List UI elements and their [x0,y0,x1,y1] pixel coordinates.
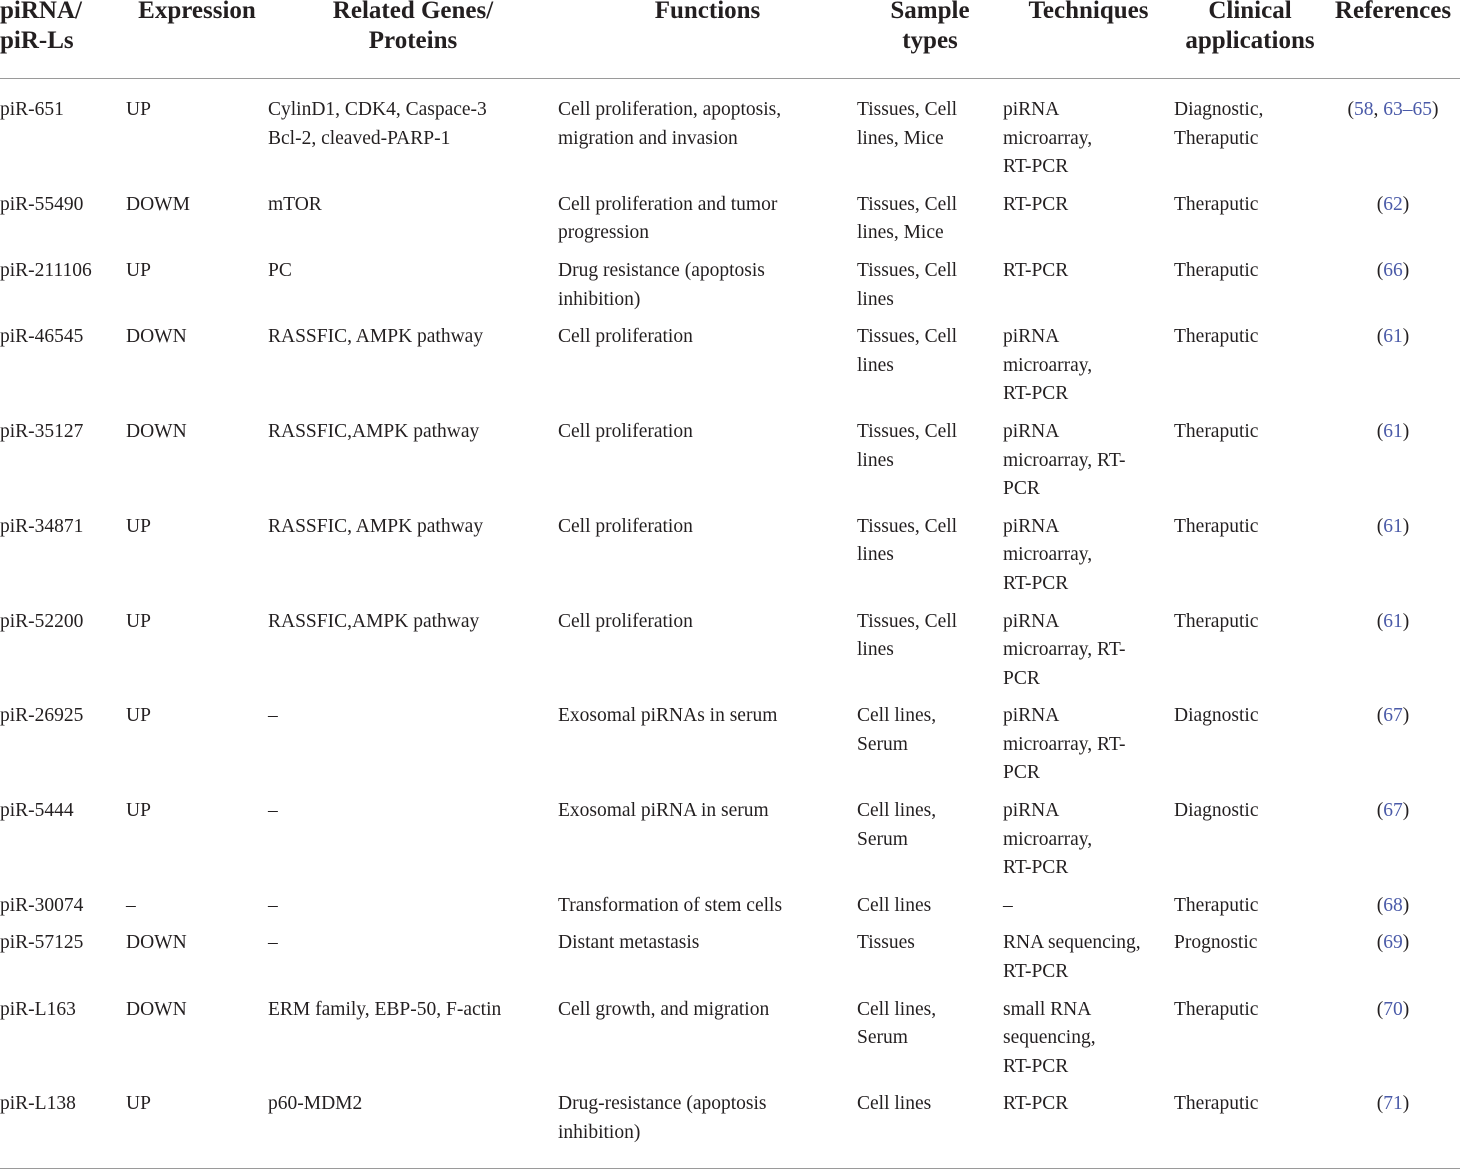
cell-line: Theraputic [1174,193,1259,215]
table-row [0,702,1460,797]
cell-line: Cell proliferation [558,420,693,442]
table-row [0,608,1460,703]
cell-references: (61) [1376,515,1410,537]
cell-line: small RNA [1003,998,1092,1020]
cell-line: Cell lines, [857,998,937,1020]
cell-techniques [1003,892,1174,930]
cell-samples [857,996,1003,1091]
column-header-line: Sample [890,0,970,24]
cell-pirna: piR-L138 [0,1093,76,1115]
cell-genes [268,323,558,418]
cell-line: RT-PCR [1003,383,1069,405]
cell-line: – [268,705,278,727]
column-header-line: Clinical [1208,0,1292,24]
cell-references: (61) [1376,610,1410,632]
cell-pirna: piR-26925 [0,705,84,727]
cell-line: Cell proliferation [558,610,693,632]
cell-line: RT-PCR [1003,259,1069,281]
cell-samples [857,323,1003,418]
cell-clinical [1174,418,1326,513]
cell-samples [857,257,1003,323]
reference-link[interactable]: 68 [1383,894,1403,916]
cell-techniques [1003,323,1174,418]
table-row [0,892,1460,930]
cell-techniques [1003,418,1174,513]
cell-line: Exosomal piRNAs in serum [558,705,778,727]
cell-clinical [1174,513,1326,608]
column-header-line: Functions [654,0,761,24]
cell-line: microarray, RT- [1003,449,1126,471]
cell-clinical [1174,608,1326,703]
reference-link[interactable]: 61 [1383,515,1403,537]
cell-line: – [268,932,278,954]
column-header-genes [268,0,558,75]
reference-link[interactable]: 58 [1354,99,1374,120]
cell-functions [558,79,857,191]
cell-pirna: piR-35127 [0,420,84,442]
cell-line: Cell proliferation [558,515,693,537]
table-row [0,513,1460,608]
cell-references: (68) [1376,894,1410,916]
cell-functions [558,323,857,418]
cell-line: Theraputic [1174,610,1259,632]
cell-line: piRNA [1003,800,1060,822]
cell-pirna: piR-5444 [0,800,74,822]
cell-line: Serum [857,828,908,850]
cell-clinical [1174,191,1326,257]
cell-expression: UP [126,259,151,281]
cell-line: lines [857,449,894,471]
cell-line: RT-PCR [1003,1055,1069,1077]
reference-separator: , [1373,99,1384,120]
cell-expression: UP [126,1093,151,1115]
cell-line: Diagnostic [1174,705,1259,727]
cell-line: microarray, [1003,354,1093,376]
column-header-line: Proteins [368,27,458,54]
cell-line: RT-PCR [1003,193,1069,215]
cell-clinical [1174,892,1326,930]
cell-line: microarray, [1003,127,1093,149]
column-header-line: Related Genes/ [332,0,494,24]
cell-samples [857,702,1003,797]
cell-references: (61) [1376,326,1410,348]
cell-line: Tissues, Cell [857,610,958,632]
cell-line: – [1003,894,1013,916]
cell-line: microarray, RT- [1003,639,1126,661]
table-row [0,996,1460,1091]
column-header-line: References [1334,0,1452,24]
cell-samples [857,929,1003,995]
cell-pirna: piR-34871 [0,515,84,537]
cell-expression: DOWN [126,420,187,442]
column-header-samples [857,0,1003,75]
cell-line: Drug-resistance (apoptosis [558,1093,767,1115]
column-header-pirna [0,0,126,75]
cell-references: (71) [1376,1093,1410,1115]
column-header-line: types [902,27,958,54]
cell-line: RASSFIC,AMPK pathway [268,420,480,442]
cell-line: Prognostic [1174,932,1258,954]
cell-functions [558,418,857,513]
cell-line: RT-PCR [1003,1093,1069,1115]
cell-line: sequencing, [1003,1027,1096,1049]
cell-line: Cell proliferation and tumor [558,193,778,215]
cell-pirna: piR-57125 [0,932,84,954]
cell-references: (66) [1376,259,1410,281]
cell-line: PCR [1003,667,1040,689]
cell-clinical [1174,323,1326,418]
cell-techniques [1003,797,1174,892]
cell-line: Cell growth, and migration [558,998,770,1020]
cell-line: lines, Mice [857,222,944,244]
reference-link[interactable]: 66 [1383,259,1403,281]
cell-functions [558,929,857,995]
cell-samples [857,191,1003,257]
cell-functions [558,1090,857,1168]
cell-line: – [268,800,278,822]
cell-line: RT-PCR [1003,857,1069,879]
cell-line: piRNA [1003,705,1060,727]
cell-line: – [268,894,278,916]
cell-techniques [1003,996,1174,1091]
cell-line: Serum [857,733,908,755]
table-row [0,191,1460,257]
cell-line: piRNA [1003,326,1060,348]
column-header-line: piRNA/ [0,0,82,24]
cell-line: Bcl-2, cleaved-PARP-1 [268,127,451,149]
cell-line: PCR [1003,478,1040,500]
cell-references: (67) [1376,705,1410,727]
cell-line: RASSFIC, AMPK pathway [268,515,484,537]
cell-line: Drug resistance (apoptosis [558,259,765,281]
cell-line: Theraputic [1174,420,1259,442]
reference-link[interactable]: 69 [1383,932,1403,954]
cell-line: microarray, [1003,544,1093,566]
cell-expression: UP [126,515,151,537]
cell-line: RASSFIC,AMPK pathway [268,610,480,632]
cell-line: Theraputic [1174,1093,1259,1115]
cell-line: Theraputic [1174,998,1259,1020]
cell-line: RNA sequencing, [1003,932,1141,954]
column-header-expression [126,0,268,75]
cell-samples [857,892,1003,930]
cell-line: piRNA [1003,610,1060,632]
cell-functions [558,797,857,892]
cell-clinical [1174,702,1326,797]
cell-line: Tissues, Cell [857,326,958,348]
cell-line: ERM family, EBP-50, F-actin [268,998,502,1020]
cell-expression: DOWN [126,998,187,1020]
table-row [0,929,1460,995]
table-row [0,1090,1460,1168]
cell-line: Theraputic [1174,127,1259,149]
cell-pirna: piR-30074 [0,894,84,916]
reference-link[interactable]: 63–65 [1383,99,1432,120]
cell-genes [268,608,558,703]
cell-line: piRNA [1003,515,1060,537]
cell-line: inhibition) [558,288,641,310]
cell-expression: UP [126,705,151,727]
cell-techniques [1003,257,1174,323]
cell-line: RT-PCR [1003,961,1069,983]
cell-functions [558,702,857,797]
cell-references: (69) [1376,932,1410,954]
cell-pirna: piR-651 [0,99,64,120]
cell-line: progression [558,222,649,244]
cell-line: mTOR [268,193,322,215]
cell-genes [268,702,558,797]
cell-samples [857,513,1003,608]
cell-clinical [1174,797,1326,892]
cell-pirna: piR-55490 [0,193,84,215]
cell-samples [857,797,1003,892]
cell-line: p60-MDM2 [268,1093,363,1115]
cell-line: Tissues [857,932,915,954]
cell-genes [268,929,558,995]
reference-link[interactable]: 70 [1383,998,1403,1020]
cell-clinical [1174,1090,1326,1168]
cell-line: inhibition) [558,1122,641,1143]
cell-clinical [1174,257,1326,323]
cell-line: Cell lines, [857,800,937,822]
cell-functions [558,892,857,930]
cell-line: Cell lines [857,894,932,916]
column-header-techniques [1003,0,1174,75]
cell-line: microarray, RT- [1003,733,1126,755]
cell-line: Tissues, Cell [857,420,958,442]
cell-line: PC [268,259,292,281]
cell-expression: UP [126,610,151,632]
cell-line: Exosomal piRNA in serum [558,800,769,822]
cell-line: Tissues, Cell [857,99,958,120]
cell-expression: DOWM [126,193,190,215]
cell-line: microarray, [1003,828,1093,850]
cell-genes [268,892,558,930]
cell-samples [857,608,1003,703]
column-header-references [1326,0,1460,75]
cell-line: Tissues, Cell [857,193,958,215]
reference-link[interactable]: 67 [1383,800,1403,822]
cell-samples [857,1090,1003,1168]
cell-genes [268,1090,558,1168]
cell-expression: – [126,894,136,916]
reference-link[interactable]: 61 [1383,420,1403,442]
cell-functions [558,191,857,257]
cell-line: piRNA [1003,420,1060,442]
table-row [0,323,1460,418]
cell-techniques [1003,702,1174,797]
cell-line: Cell lines [857,1093,932,1115]
cell-line: lines, Mice [857,127,944,149]
cell-samples [857,418,1003,513]
cell-line: Cell proliferation, apoptosis, [558,99,782,120]
cell-pirna: piR-211106 [0,259,92,281]
cell-line: Tissues, Cell [857,515,958,537]
cell-line: Cell lines, [857,705,937,727]
column-header-line: piR-Ls [0,27,74,54]
column-header-clinical [1174,0,1326,75]
cell-techniques [1003,1090,1174,1168]
reference-link[interactable]: 67 [1383,705,1403,727]
cell-line: Theraputic [1174,515,1259,537]
cell-line: migration and invasion [558,127,738,149]
reference-link[interactable]: 71 [1383,1093,1403,1115]
cell-line: Tissues, Cell [857,259,958,281]
cell-genes [268,996,558,1091]
table-row [0,257,1460,323]
table-header [0,0,1460,79]
cell-expression: DOWN [126,932,187,954]
cell-line: lines [857,639,894,661]
cell-expression: DOWN [126,326,187,348]
header-row [0,0,1460,79]
cell-expression: UP [126,800,151,822]
cell-functions [558,996,857,1091]
cell-line: Transformation of stem cells [558,894,783,916]
column-header-line: Techniques [1028,0,1149,24]
cell-line: CylinD1, CDK4, Caspace-3 [268,99,487,120]
cell-line: Cell proliferation [558,326,693,348]
cell-references: (61) [1376,420,1410,442]
cell-references: (58, 63–65) [1347,99,1439,120]
cell-line: Theraputic [1174,326,1259,348]
reference-link[interactable]: 61 [1383,326,1403,348]
table-row [0,79,1460,191]
cell-genes [268,257,558,323]
reference-link[interactable]: 62 [1383,193,1403,215]
cell-functions [558,513,857,608]
cell-clinical [1174,79,1326,191]
cell-pirna: piR-46545 [0,326,84,348]
cell-line: RT-PCR [1003,572,1069,594]
cell-pirna: piR-52200 [0,610,84,632]
cell-line: Distant metastasis [558,932,700,954]
cell-techniques [1003,929,1174,995]
cell-functions [558,257,857,323]
table-row [0,797,1460,892]
cell-functions [558,608,857,703]
table-body [0,79,1460,1169]
cell-references: (67) [1376,800,1410,822]
cell-line: Theraputic [1174,259,1259,281]
cell-genes [268,191,558,257]
cell-line: lines [857,288,894,310]
column-header-functions [558,0,857,75]
cell-genes [268,513,558,608]
cell-clinical [1174,929,1326,995]
cell-samples [857,79,1003,191]
cell-line: Diagnostic [1174,800,1259,822]
cell-expression: UP [126,99,151,120]
cell-techniques [1003,191,1174,257]
cell-line: RT-PCR [1003,156,1069,178]
cell-genes [268,797,558,892]
column-header-line: Expression [138,0,256,24]
cell-techniques [1003,79,1174,191]
table-row [0,418,1460,513]
cell-genes [268,418,558,513]
cell-references: (70) [1376,998,1410,1020]
cell-references: (62) [1376,193,1410,215]
cell-techniques [1003,608,1174,703]
cell-genes [268,79,558,191]
cell-techniques [1003,513,1174,608]
cell-clinical [1174,996,1326,1091]
cell-line: PCR [1003,762,1040,784]
column-header-line: applications [1185,27,1315,54]
cell-line: lines [857,544,894,566]
cell-line: Theraputic [1174,894,1259,916]
cell-line: lines [857,354,894,376]
cell-line: piRNA [1003,99,1060,120]
cell-line: Serum [857,1027,908,1049]
cell-line: RASSFIC, AMPK pathway [268,326,484,348]
reference-link[interactable]: 61 [1383,610,1403,632]
cell-pirna: piR-L163 [0,998,76,1020]
cell-line: Diagnostic, [1174,99,1264,120]
